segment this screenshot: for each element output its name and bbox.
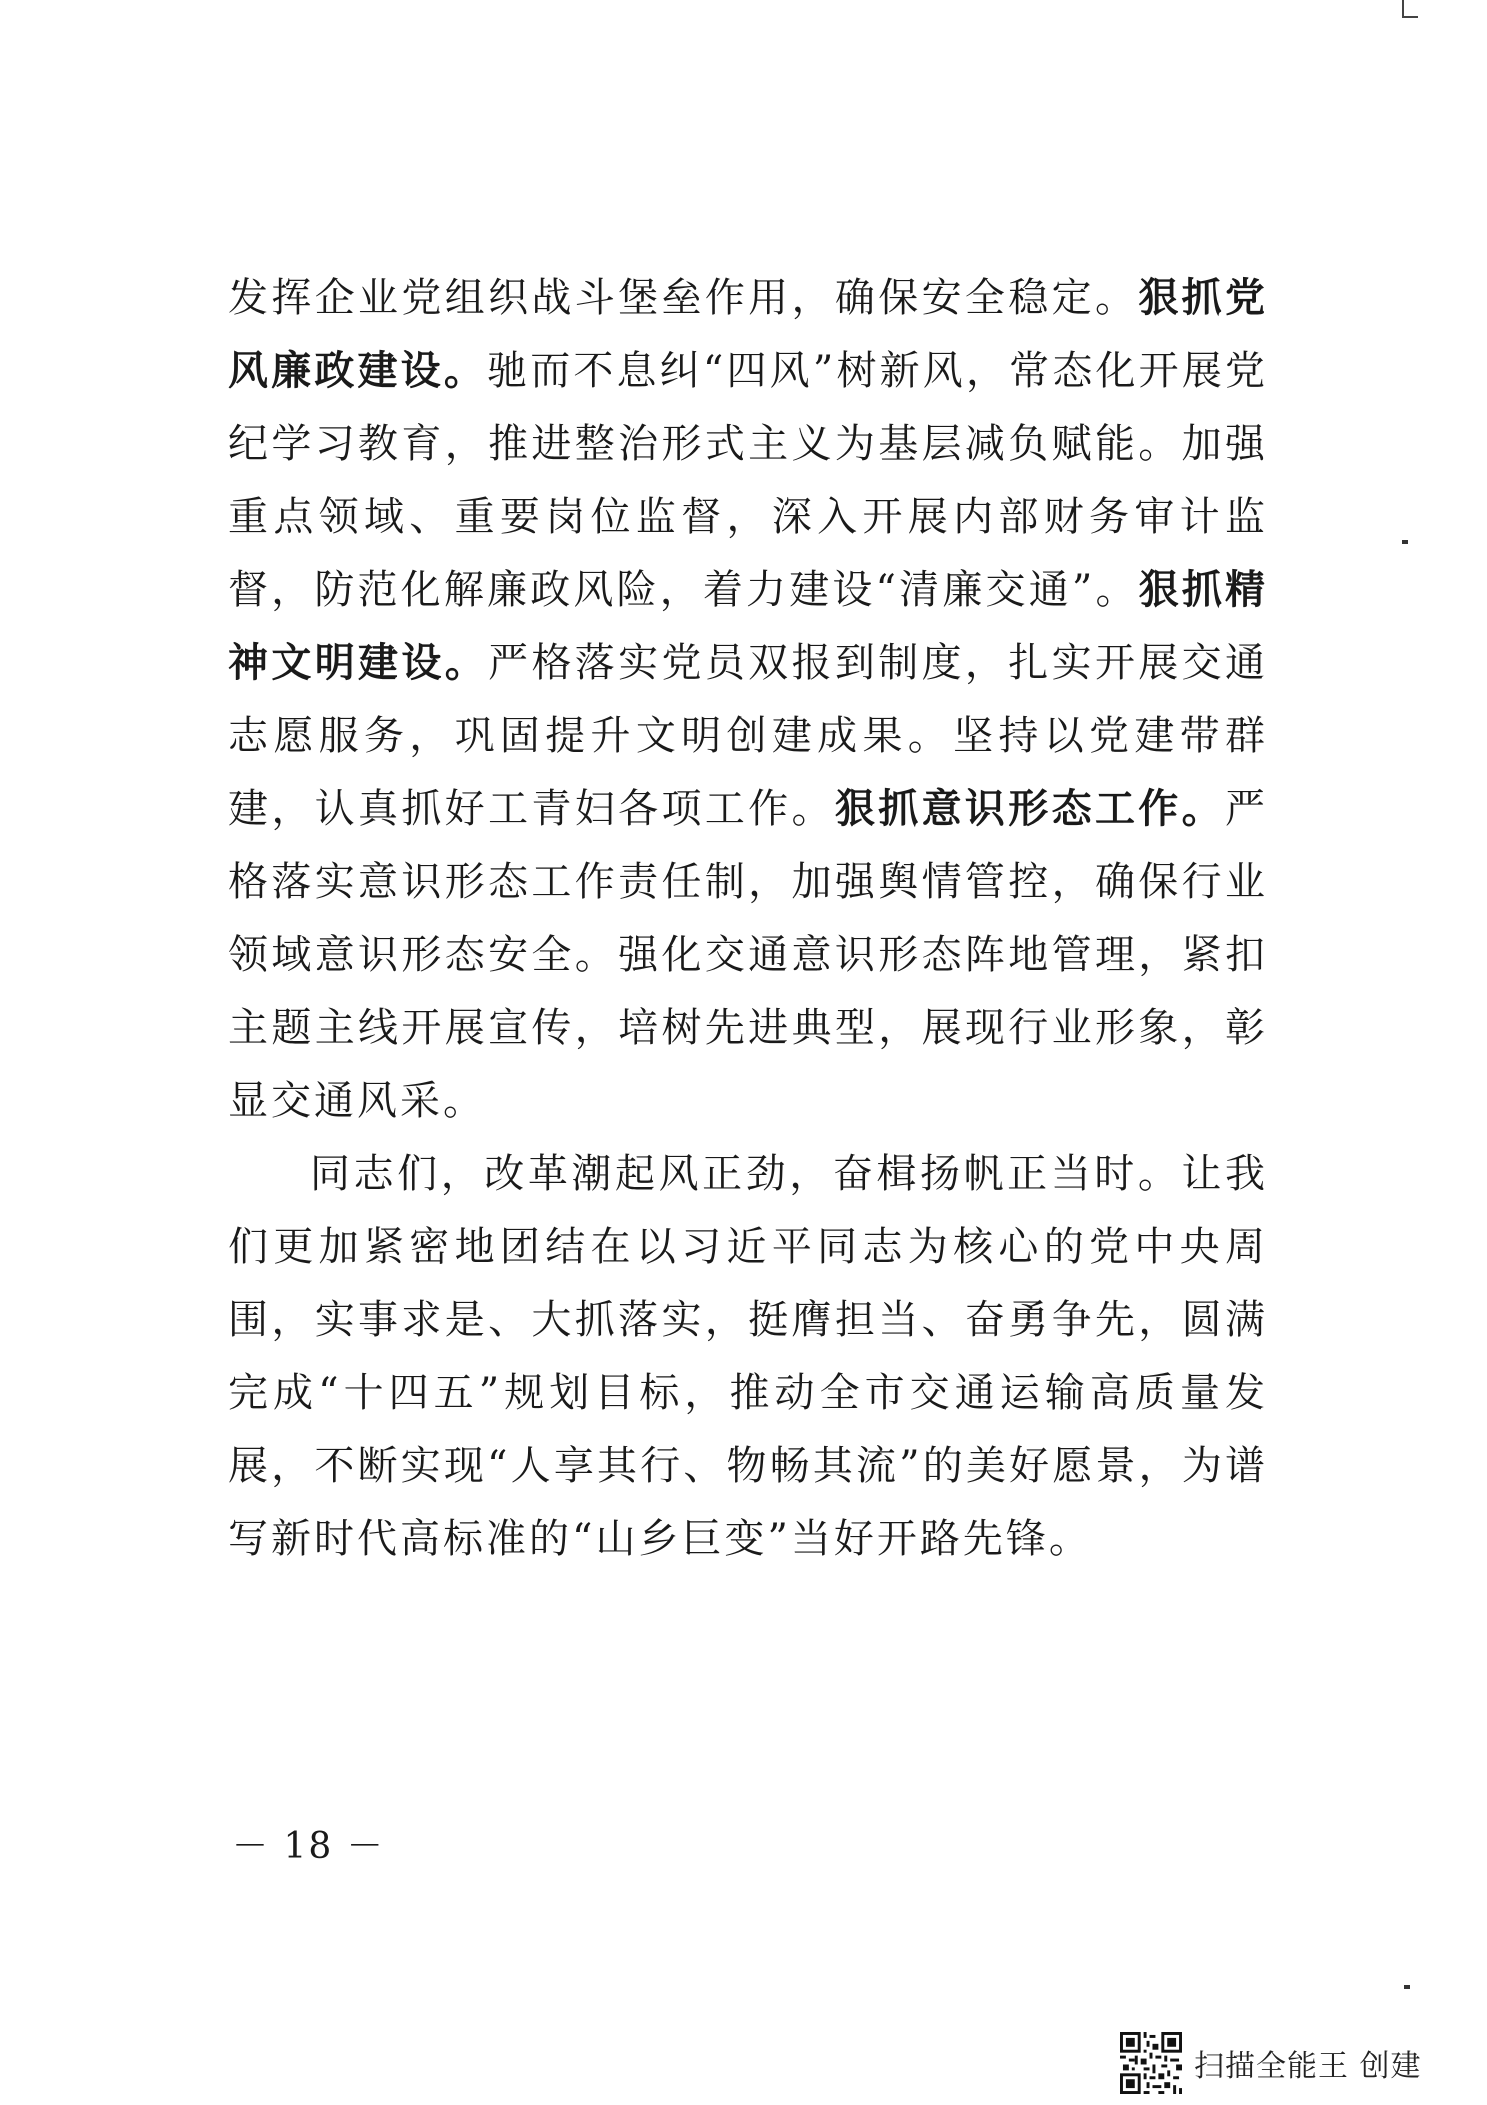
scan-speck bbox=[1404, 1985, 1410, 1989]
scan-corner-mark bbox=[1402, 0, 1418, 18]
paragraph-closing: 同志们，改革潮起风正劲，奋楫扬帆正当时。让我们更加紧密地团结在以习近平同志为核心的党中央周围，实事求是、大抓落实，挺膺担当、奋勇争先，圆满完成“十四五”规划目标，推动全市交通运输高质量发展，不断实现“人享其行、物畅其流”的美好愿景，为谱写新时代高标准的“山乡巨变”当好开路先锋。 bbox=[228, 1151, 1268, 1562]
paragraph-text: 严格落实意识形态工作责任制，加强舆情管控，确保行业领域意识形态安全。强化交通意识形态阵地管理，紧扣主题主线开展宣传，培树先进典型，展现行业形象，彰显交通风采。 bbox=[228, 786, 1269, 1124]
paragraph-text: 驰而不息纠“四风”树新风，常态化开展党纪学习教育，推进整治形式主义为基层减负赋能。加强重点领域、重要岗位监督，深入开展内部财务审计监督，防范化解廉政风险，着力建设“清廉交通”。 bbox=[228, 348, 1268, 613]
paragraph-text: 发挥企业党组织战斗堡垒作用，确保安全稳定。 bbox=[228, 275, 1139, 321]
bold-heading-ideology: 狠抓意识形态工作。 bbox=[834, 786, 1226, 832]
bold-heading-civility: 狠抓精神文明建设。 bbox=[228, 567, 1268, 686]
bold-heading-integrity: 狠抓党风廉政建设。 bbox=[228, 275, 1269, 394]
qr-code-icon bbox=[1120, 2032, 1182, 2094]
body-text bbox=[228, 262, 1268, 1576]
scan-speck bbox=[1402, 540, 1408, 544]
scanner-watermark bbox=[1120, 2032, 1422, 2094]
page-number: － 18 － bbox=[232, 1826, 385, 1867]
paragraph-party-building bbox=[228, 262, 1268, 1138]
paragraph-text: 严格落实党员双报到制度，扎实开展交通志愿服务，巩固提升文明创建成果。坚持以党建带群建，认真抓好工青妇各项工作。 bbox=[228, 640, 1269, 832]
watermark-text: 扫描全能王 创建 bbox=[1194, 2049, 1422, 2084]
